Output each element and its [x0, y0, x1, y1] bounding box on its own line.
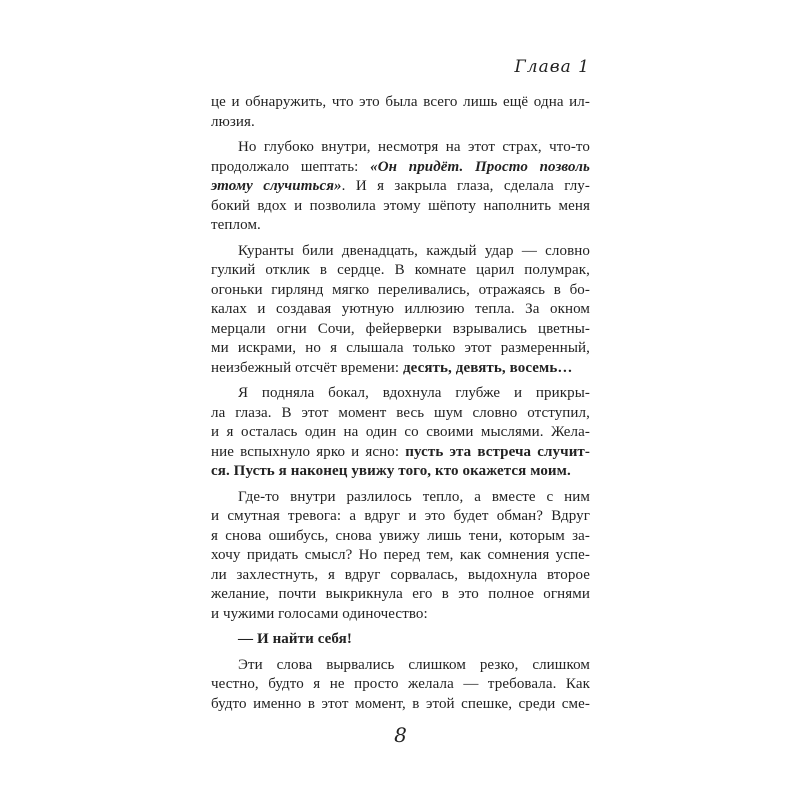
- text-segment: хочу придать смысл? Но перед тем, как сомнения успе-: [211, 547, 590, 563]
- text-segment: ми искрами, но я слышала только этот размеренный,: [211, 340, 590, 356]
- paragraph: [211, 488, 590, 625]
- body-text: [211, 93, 590, 714]
- text-segment: Я подняла бокал, вдохнула глубже и прикры-: [238, 385, 590, 401]
- text-line: [211, 113, 590, 133]
- text-line: [211, 300, 590, 320]
- text-line: [211, 93, 590, 113]
- text-line: [211, 320, 590, 340]
- text-segment: — И найти себя!: [238, 631, 352, 647]
- text-line: [211, 242, 590, 262]
- text-line: [211, 384, 590, 404]
- text-segment: желание, почти выкрикнула его в это полное огнями: [211, 586, 590, 602]
- text-line: [211, 507, 590, 527]
- text-line: [211, 527, 590, 547]
- text-segment: ся. Пусть я наконец увижу того, кто окажется моим.: [211, 463, 571, 479]
- text-line: [211, 197, 590, 217]
- page-number: 8: [394, 723, 407, 747]
- text-line: [211, 281, 590, 301]
- text-segment: теплом.: [211, 217, 261, 233]
- text-segment: це и обнаружить, что это была всего лишь ещё одна ил-: [211, 94, 590, 110]
- paragraph: [211, 93, 590, 132]
- text-segment: пусть эта встреча случит-: [405, 443, 590, 460]
- text-segment: неизбежный отсчёт времени:: [211, 359, 403, 376]
- text-line: [211, 359, 590, 379]
- text-segment: гулкий отклик в сердце. В комнате царил полумрак,: [211, 262, 590, 278]
- text-line: [211, 339, 590, 359]
- text-line: [211, 404, 590, 424]
- text-line: [211, 585, 590, 605]
- text-line: [211, 443, 590, 463]
- text-segment: Но глубоко внутри, несмотря на этот страх, что-то: [238, 139, 590, 155]
- text-line: [211, 630, 590, 650]
- text-segment: . И я закрыла глаза, сделала глу-: [341, 178, 590, 194]
- text-line: [211, 566, 590, 586]
- text-segment: «Он придёт. Просто позволь: [370, 158, 590, 175]
- paragraph: [211, 630, 590, 650]
- text-line: [211, 216, 590, 236]
- text-segment: продолжало шептать:: [211, 158, 371, 175]
- text-segment: ние вспыхнуло ярко и ясно:: [211, 443, 406, 460]
- text-line: [211, 177, 590, 197]
- text-segment: и смутная тревога: а вдруг и это будет обман? Вдруг: [211, 508, 590, 524]
- text-segment: будто именно в этот момент, в этой спешке, среди сме-: [211, 695, 590, 712]
- text-line: [211, 138, 590, 158]
- text-segment: Эти слова вырвались слишком резко, слишком: [238, 656, 590, 673]
- text-segment: Куранты били двенадцать, каждый удар — словно: [238, 242, 590, 259]
- paragraph: [211, 242, 590, 379]
- text-line: [211, 656, 590, 676]
- text-line: [211, 488, 590, 508]
- paragraph: [211, 384, 590, 482]
- text-segment: огоньки гирлянд мягко переливались, отражаясь в бо-: [211, 281, 590, 298]
- text-line: [211, 261, 590, 281]
- text-segment: ла глаза. В этот момент весь шум словно отступил,: [211, 404, 590, 421]
- text-segment: мерцали огни Сочи, фейерверки взрывались цветны-: [211, 320, 590, 337]
- text-column: [211, 55, 590, 747]
- text-segment: бокий вдох и позволила этому шёпоту наполнить меня: [211, 197, 590, 214]
- text-segment: и я осталась один на один со своими мыслями. Жела-: [211, 424, 590, 440]
- text-segment: и чужими голосами одиночество:: [211, 605, 428, 622]
- paragraph: [211, 138, 590, 236]
- text-line: [211, 462, 590, 482]
- text-line: [211, 675, 590, 695]
- text-line: [211, 158, 590, 178]
- text-line: [211, 546, 590, 566]
- text-segment: Где-то внутри разлилось тепло, а вместе с ним: [238, 488, 590, 505]
- chapter-header: Глава 1: [514, 57, 590, 77]
- text-line: [211, 605, 590, 625]
- text-segment: этому случиться»: [211, 178, 342, 194]
- text-segment: ли захлестнуть, я вдруг сорвалась, выдохнула второе: [211, 566, 590, 583]
- text-line: [211, 695, 590, 715]
- text-segment: я снова ошибусь, снова увижу лишь тени, которым за-: [211, 527, 590, 544]
- text-segment: десять, девять, восемь…: [402, 359, 573, 376]
- text-line: [211, 423, 590, 443]
- text-segment: честно, будто я не просто желала — требовала. Как: [211, 676, 590, 692]
- text-segment: люзия.: [211, 113, 255, 130]
- text-segment: калах и создавая уютную иллюзию тепла. За окном: [211, 301, 590, 317]
- paragraph: [211, 656, 590, 715]
